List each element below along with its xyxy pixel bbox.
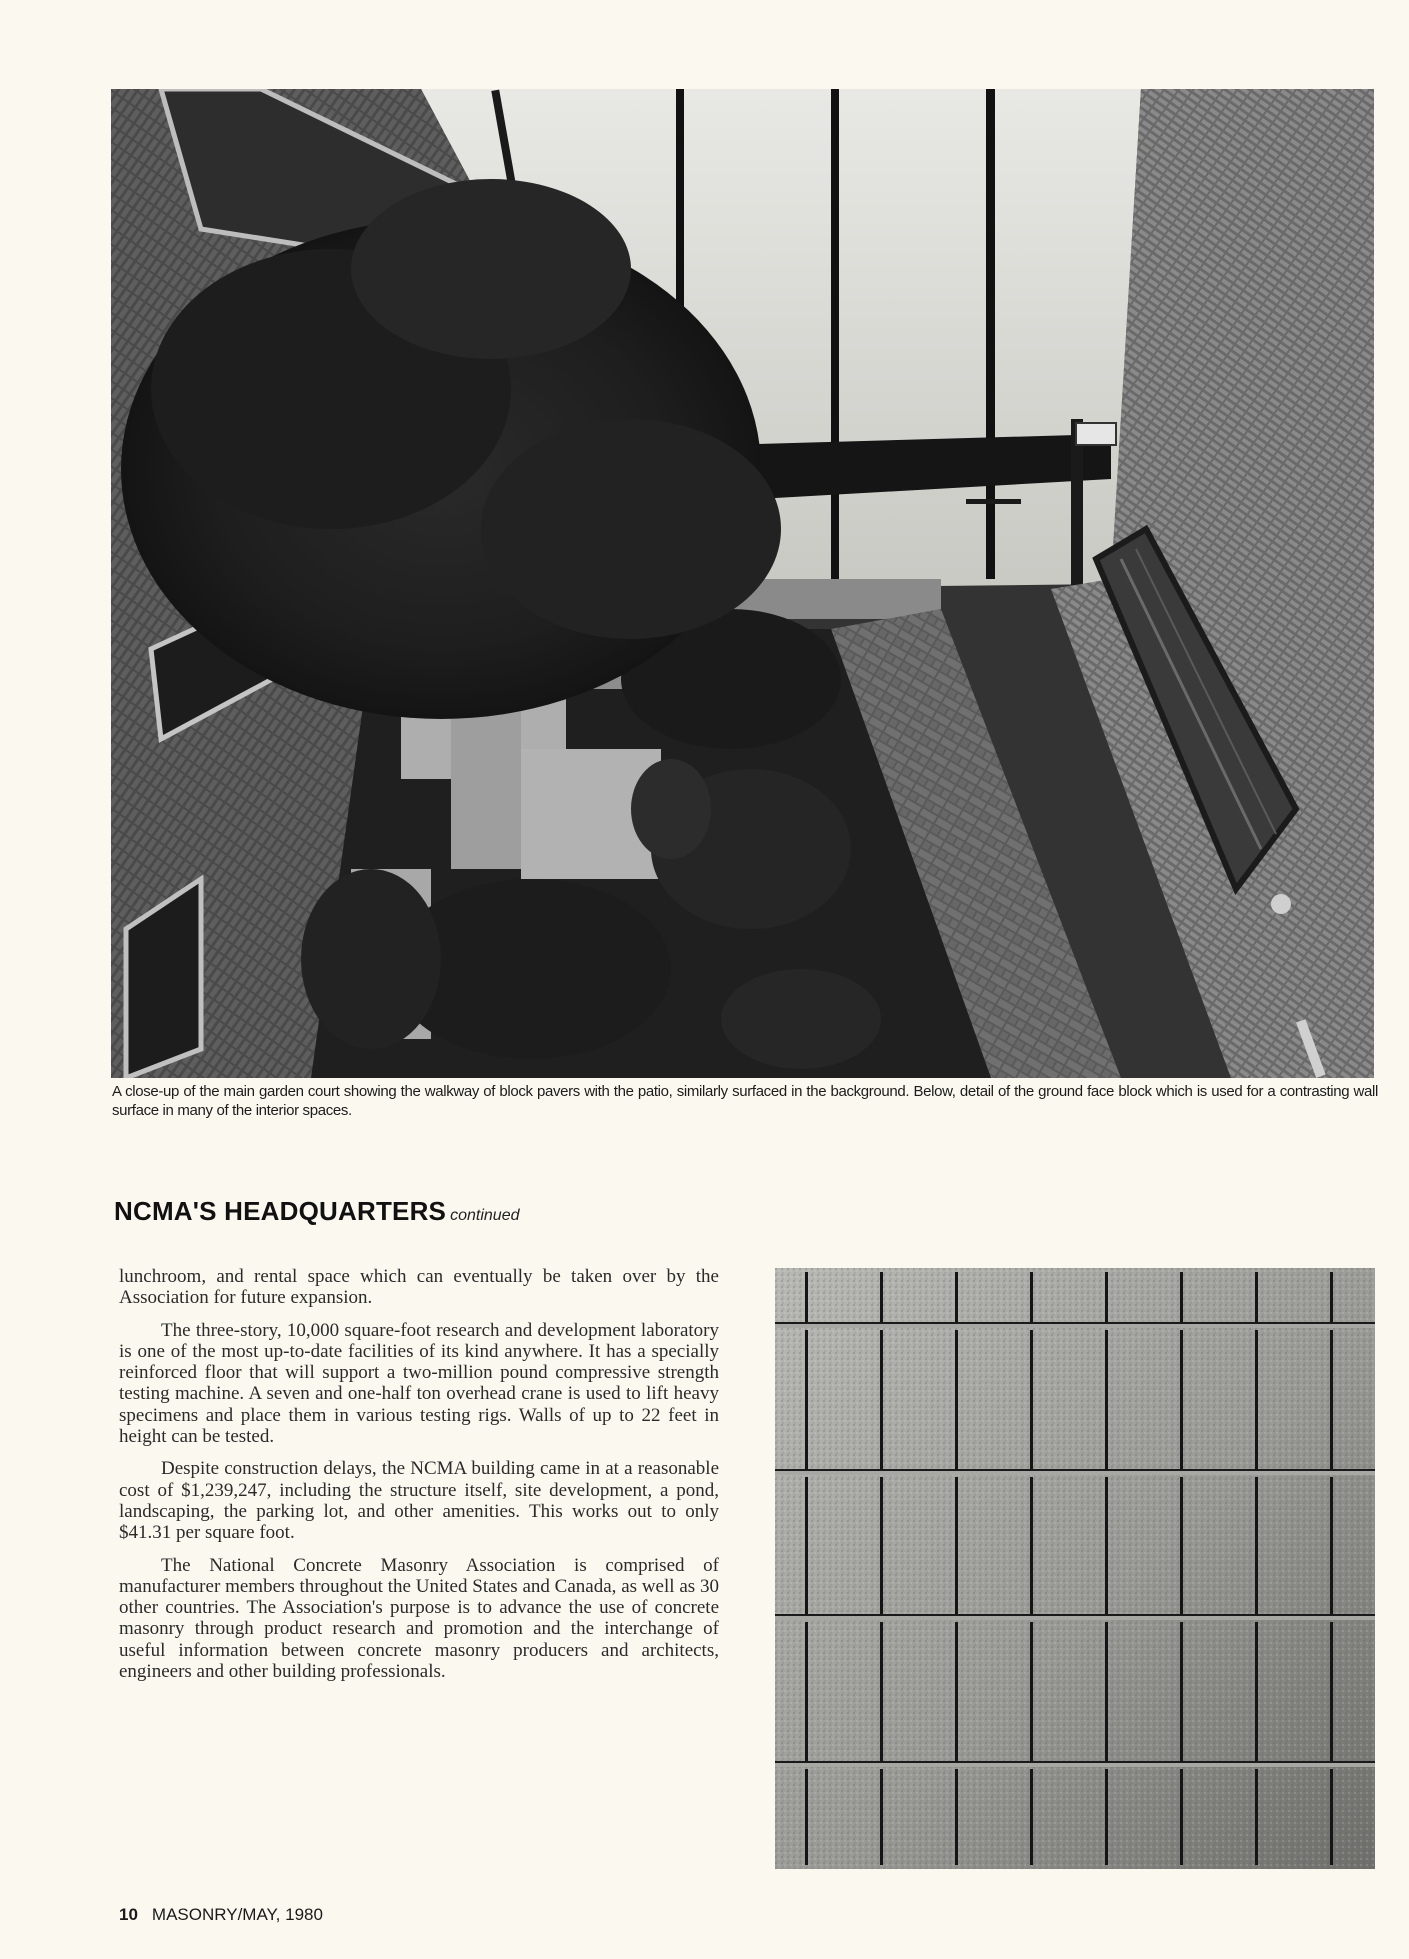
vertical-joint bbox=[1180, 1272, 1183, 1322]
vertical-joint bbox=[1030, 1769, 1033, 1865]
vertical-joint bbox=[1030, 1272, 1033, 1322]
vertical-joint bbox=[1330, 1477, 1333, 1614]
page-number: 10 bbox=[119, 1905, 138, 1924]
vertical-joint bbox=[955, 1272, 958, 1322]
horizontal-joint bbox=[775, 1616, 1375, 1620]
vertical-joint bbox=[955, 1477, 958, 1614]
vertical-joint bbox=[1255, 1477, 1258, 1614]
vertical-joint bbox=[880, 1477, 883, 1614]
article-paragraph: Despite construction delays, the NCMA building came in at a reasonable cost of $1,239,247, including the structure itself, site development, a pond, landscaping, the parking lot, and other amenities. This works out to only $41.31 per square foot. bbox=[119, 1458, 719, 1544]
ground-face-block-photo bbox=[775, 1268, 1375, 1869]
continued-label: continued bbox=[450, 1207, 520, 1224]
vertical-joint bbox=[805, 1330, 808, 1469]
vertical-joint bbox=[1180, 1477, 1183, 1614]
vertical-joint bbox=[805, 1477, 808, 1614]
vertical-joint bbox=[1330, 1622, 1333, 1761]
garden-court-photo bbox=[111, 89, 1374, 1078]
vertical-joint bbox=[1105, 1272, 1108, 1322]
vertical-joint bbox=[1330, 1769, 1333, 1865]
horizontal-joint bbox=[775, 1763, 1375, 1767]
horizontal-joint bbox=[775, 1471, 1375, 1475]
garden-court-photo-graphic bbox=[111, 89, 1374, 1078]
vertical-joint bbox=[805, 1622, 808, 1761]
vertical-joint bbox=[1330, 1272, 1333, 1322]
photo-caption: A close-up of the main garden court showing the walkway of block pavers with the patio, similarly surfaced in the background. Below, detail of the ground face block which is used for a contrasting wall surface in many of the interior spaces. bbox=[112, 1083, 1378, 1119]
vertical-joint bbox=[955, 1330, 958, 1469]
vertical-joint bbox=[955, 1769, 958, 1865]
vertical-joint bbox=[880, 1330, 883, 1469]
vertical-joint bbox=[1255, 1272, 1258, 1322]
joint-shadow bbox=[775, 1469, 1375, 1471]
page-footer bbox=[119, 1905, 323, 1925]
vertical-joint bbox=[1180, 1622, 1183, 1761]
vertical-joint bbox=[1105, 1622, 1108, 1761]
article-paragraph: The National Concrete Masonry Association is comprised of manufacturer members throughout the United States and Canada, as well as 30 other countries. The Association's purpose is to advance the use of concrete masonry through product research and promotion and the interchange of useful information between concrete masonry producers and architects, engineers and other building professionals. bbox=[119, 1554, 719, 1683]
vertical-joint bbox=[880, 1622, 883, 1761]
vertical-joint bbox=[1255, 1769, 1258, 1865]
vertical-joint bbox=[1105, 1477, 1108, 1614]
article-paragraph: The three-story, 10,000 square-foot research and development laboratory is one of the most up-to-date facilities of its kind anywhere. It has a specially reinforced floor that will support a two-million pound compressive strength testing machine. A seven and one-half ton overhead crane is used to lift heavy specimens and place them in various testing rigs. Walls of up to 22 feet in height can be tested. bbox=[119, 1319, 719, 1448]
vertical-joint bbox=[1105, 1769, 1108, 1865]
joint-shadow bbox=[775, 1614, 1375, 1616]
vertical-joint bbox=[805, 1769, 808, 1865]
vertical-joint bbox=[1030, 1622, 1033, 1761]
horizontal-joint bbox=[775, 1324, 1375, 1328]
vertical-joint bbox=[880, 1272, 883, 1322]
vertical-joint bbox=[1180, 1769, 1183, 1865]
article-body bbox=[119, 1266, 719, 1693]
vertical-joint bbox=[1105, 1330, 1108, 1469]
article-title bbox=[114, 1196, 520, 1227]
article-title-text: NCMA'S HEADQUARTERS bbox=[114, 1196, 447, 1226]
vertical-joint bbox=[1330, 1330, 1333, 1469]
vertical-joint bbox=[955, 1622, 958, 1761]
vertical-joint bbox=[1255, 1622, 1258, 1761]
vertical-joint bbox=[805, 1272, 808, 1322]
publication-line: MASONRY/MAY, 1980 bbox=[151, 1905, 323, 1924]
vertical-joint bbox=[1030, 1477, 1033, 1614]
joint-shadow bbox=[775, 1761, 1375, 1763]
vertical-joint bbox=[880, 1769, 883, 1865]
ground-face-block-graphic bbox=[775, 1268, 1375, 1869]
article-paragraph: lunchroom, and rental space which can eventually be taken over by the Association for future expansion. bbox=[119, 1266, 719, 1309]
vertical-joint bbox=[1255, 1330, 1258, 1469]
joint-shadow bbox=[775, 1322, 1375, 1324]
vertical-joint bbox=[1030, 1330, 1033, 1469]
vertical-joint bbox=[1180, 1330, 1183, 1469]
